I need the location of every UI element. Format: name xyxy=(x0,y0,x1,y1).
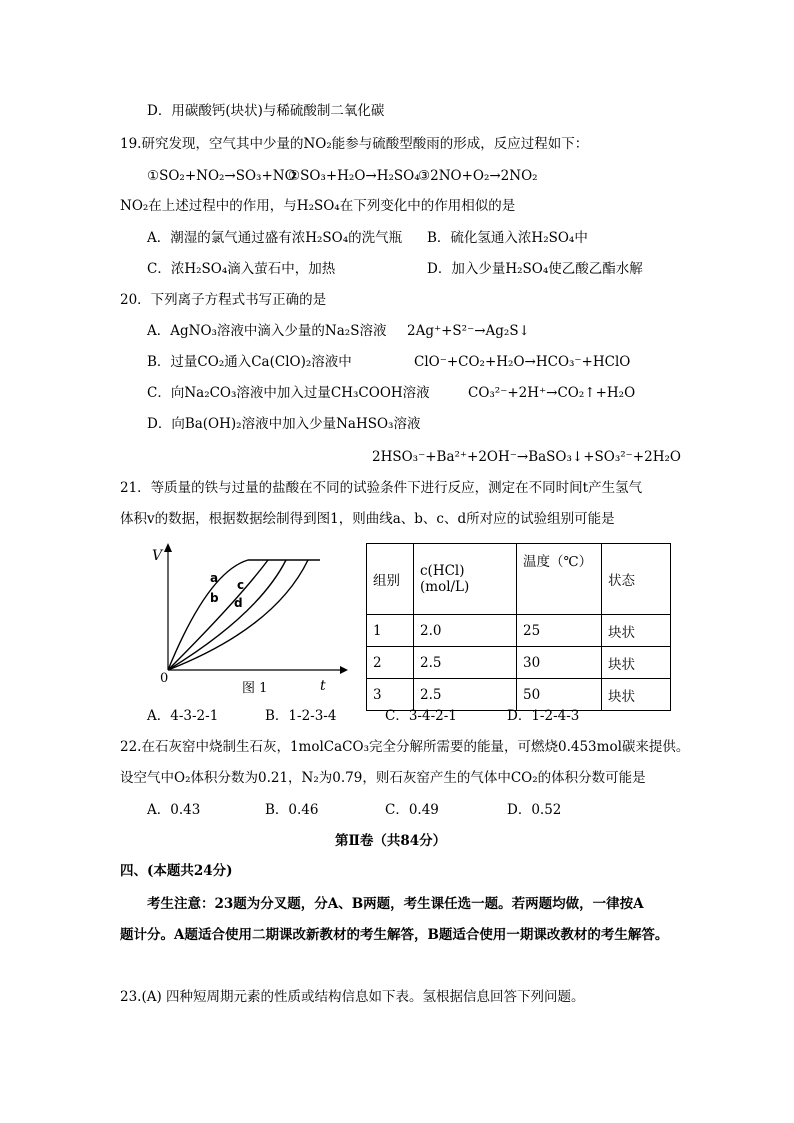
curve-a xyxy=(168,560,320,670)
table-cell: 块状 xyxy=(602,679,671,711)
table-cell: 块状 xyxy=(602,615,671,647)
part2-title: 第Ⅱ卷（共84分） xyxy=(335,833,447,849)
table-cell: 2.5 xyxy=(414,679,517,711)
section-heading: 四、(本题共24分) xyxy=(120,863,233,879)
q21-stem-line-2: 体积v的数据，根据数据绘制得到图1，则曲线a、b、c、d所对应的试验组别可能是 xyxy=(120,511,615,527)
q21-option-a[interactable]: A．4-3-2-1 xyxy=(147,708,219,724)
figure-caption: 图 1 xyxy=(242,681,268,696)
table-row xyxy=(367,647,671,679)
q22-option-b[interactable]: B．0.46 xyxy=(265,802,319,818)
curve-label-b: b xyxy=(210,591,219,605)
q22-stem-line-2: 设空气中O₂体积分数为0.21，N₂为0.79，则石灰窑产生的气体中CO₂的体积分数可能是 xyxy=(120,770,646,786)
q20-option-c-equation: CO₃²⁻+2H⁺→CO₂↑+H₂O xyxy=(468,385,636,401)
y-axis-arrow xyxy=(164,543,172,552)
q20-option-b[interactable]: B．过量CO₂通入Ca(ClO)₂溶液中 xyxy=(147,354,352,370)
q20-option-b-equation: ClO⁻+CO₂+H₂O→HCO₃⁻+HClO xyxy=(414,354,631,370)
table-header-cell: 组别 xyxy=(367,544,414,615)
table-header-row xyxy=(367,544,671,615)
q19-option-c[interactable]: C．浓H₂SO₄滴入萤石中，加热 xyxy=(147,261,336,277)
q22-option-a[interactable]: A．0.43 xyxy=(147,802,201,818)
table-cell: 2 xyxy=(367,647,414,679)
q18-option-d: D．用碳酸钙(块状)与稀硫酸制二氧化碳 xyxy=(147,103,385,119)
curve-d xyxy=(168,560,308,670)
q22-option-c[interactable]: C．0.49 xyxy=(385,802,439,818)
q19-stem: 19.研究发现，空气其中少量的NO₂能参与硫酸型酸雨的形成，反应过程如下： xyxy=(120,136,589,152)
q20-option-d-equation: 2HSO₃⁻+Ba²⁺+2OH⁻→BaSO₃↓+SO₃²⁻+2H₂O xyxy=(372,449,681,465)
x-axis-label: t xyxy=(320,678,326,694)
q19-reaction-2: ②SO₃+H₂O→H₂SO₄ xyxy=(288,168,420,184)
q19-option-a[interactable]: A．潮湿的氯气通过盛有浓H₂SO₄的洗气瓶 xyxy=(147,230,403,246)
table-cell: 块状 xyxy=(602,647,671,679)
q20-option-a[interactable]: A．AgNO₃溶液中滴入少量的Na₂S溶液 xyxy=(147,323,387,339)
table-header-cell: 状态 xyxy=(602,544,671,615)
q21-option-c[interactable]: C．3-4-2-1 xyxy=(385,708,457,724)
q19-option-b[interactable]: B．硫化氢通入浓H₂SO₄中 xyxy=(427,230,588,246)
note-line-1: 考生注意：23题为分叉题，分A、B两题，考生课任选一题。若两题均做，一律按A xyxy=(147,896,644,912)
table-cell: 1 xyxy=(367,615,414,647)
q20-stem: 20．下列离子方程式书写正确的是 xyxy=(120,292,327,308)
q21-option-b[interactable]: B．1-2-3-4 xyxy=(265,708,337,724)
curve-c xyxy=(168,560,286,670)
table-row xyxy=(367,679,671,711)
q20-option-d[interactable]: D．向Ba(OH)₂溶液中加入少量NaHSO₃溶液 xyxy=(147,416,421,432)
origin-label: 0 xyxy=(160,671,169,686)
q20-option-c[interactable]: C．向Na₂CO₃溶液中加入过量CH₃COOH溶液 xyxy=(147,385,430,401)
table-cell: 50 xyxy=(517,679,602,711)
table-cell: 2.0 xyxy=(414,615,517,647)
curve-label-d: d xyxy=(234,596,243,610)
q22-stem-line-1: 22.在石灰窑中烧制生石灰，1molCaCO₃完全分解所需要的能量，可燃烧0.453mol碳来提供。 xyxy=(120,739,690,755)
q20-option-a-equation: 2Ag⁺+S²⁻→Ag₂S↓ xyxy=(407,323,530,339)
q19-reaction-1: ①SO₂+NO₂→SO₃+NO xyxy=(147,168,296,184)
q19-option-d[interactable]: D．加入少量H₂SO₄使乙酸乙酯水解 xyxy=(427,261,643,277)
table-cell: 2.5 xyxy=(414,647,517,679)
table-cell: 30 xyxy=(517,647,602,679)
y-axis-label: V xyxy=(152,548,163,564)
q21-table xyxy=(366,543,671,711)
table-cell: 3 xyxy=(367,679,414,711)
q22-option-d[interactable]: D．0.52 xyxy=(507,802,562,818)
table-cell: 25 xyxy=(517,615,602,647)
note-line-2: 题计分。A题适合使用二期课改新教材的考生解答，B题适合使用一期课改教材的考生解答。 xyxy=(120,927,669,943)
table-row xyxy=(367,615,671,647)
curve-label-a: a xyxy=(210,571,219,585)
q21-option-d[interactable]: D．1-2-4-3 xyxy=(507,708,580,724)
x-axis-arrow xyxy=(340,666,348,674)
table-header-cell: 温度（℃） xyxy=(517,544,602,615)
table-header-cell: c(HCl)(mol/L) xyxy=(414,544,517,615)
q23-stem: 23.(A) 四种短周期元素的性质或结构信息如下表。氢根据信息回答下列问题。 xyxy=(120,989,585,1005)
q19-question: NO₂在上述过程中的作用，与H₂SO₄在下列变化中的作用相似的是 xyxy=(120,198,516,214)
curve-label-c: c xyxy=(237,578,245,592)
q21-stem-line-1: 21．等质量的铁与过量的盐酸在不同的试验条件下进行反应，测定在不同时间t产生氢气 xyxy=(120,480,643,496)
q21-figure-1 xyxy=(150,540,350,700)
q19-reaction-3: ③2NO+O₂→2NO₂ xyxy=(418,168,538,184)
